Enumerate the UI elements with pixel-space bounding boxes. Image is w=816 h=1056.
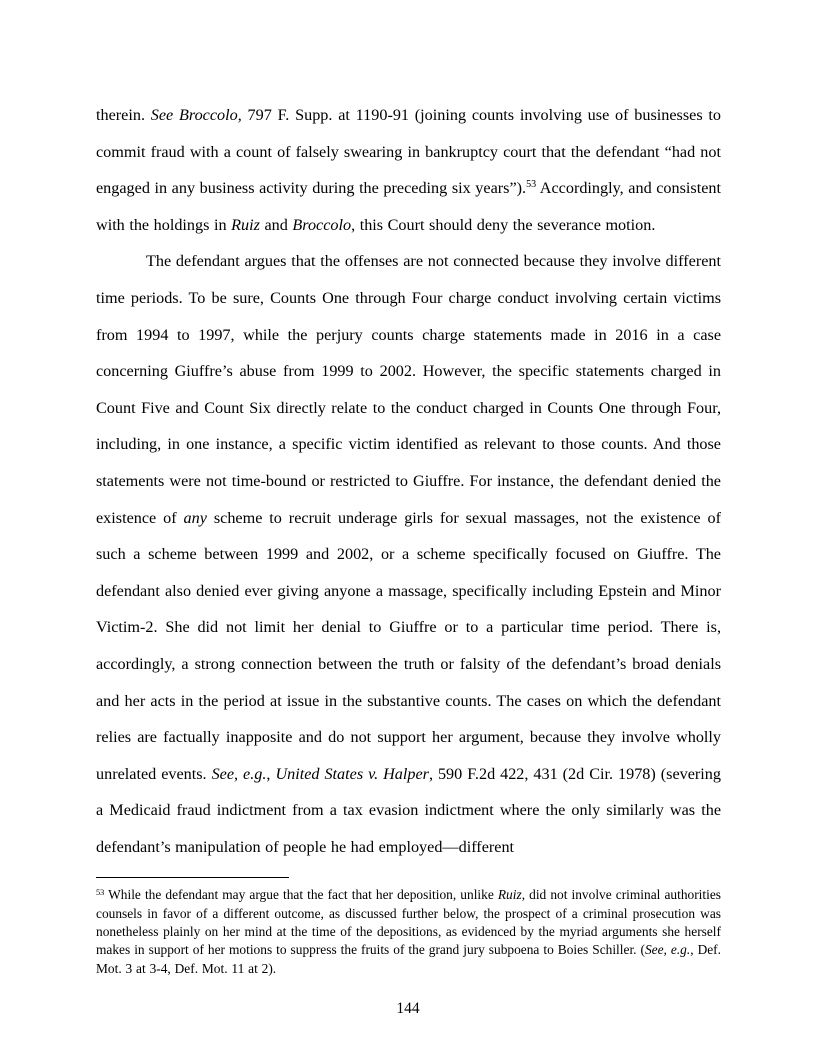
text-run: therein. [96,106,151,124]
text-run: and [259,215,293,234]
text-run: Ruiz [231,215,260,234]
text-run: , this Court should deny the severance motion. [351,215,656,234]
text-run: See Broccolo [150,106,238,124]
text-run: Accordingly, and consistent with the holdings in [96,179,721,234]
text-run: See, e.g. [644,942,691,958]
text-run: Broccolo [292,215,352,234]
body-paragraph [96,97,721,243]
text-run: The defendant argues that the offenses are not connected because they involve different time periods. To be sure, Counts One through Four charge conduct involving certain victims from 1994 to 1997, while the perjury counts charge statements made in 2016 in a case concerning Giuffre’s abuse from 1999 to 2002. However, the specific statements charged in Count Five and Count Six directly relate to the conduct charged in Counts One through Four, including, in one instance, a specific victim identified as relevant to those counts. And those statements were not time-bound or restricted to Giuffre. For instance, the defendant denied the existence of [96,252,721,527]
text-run: United States v. Halper [275,764,429,783]
text-run: any [183,508,207,527]
text-run: , Def. Mot. 3 at 3-4, Def. Mot. 11 at 2). [96,942,721,976]
text-run: See, e.g. [211,764,267,783]
footnote-text [96,886,721,977]
footnote-section [96,877,721,977]
text-run: , 590 F.2d 422, 431 (2d Cir. 1978) (severing a Medicaid fraud indictment from a tax evasion indictment where the only similarly was the defendant’s manipulation of people he had employed—different [96,764,721,856]
text-run: scheme to recruit underage girls for sexual massages, not the existence of such a scheme between 1999 and 2002, or a scheme specifically focused on Giuffre. The defendant also denied ever giving anyone a massage, specifically including Epstein and Minor Victim-2. She did not limit her denial to Giuffre or to a particular time period. There is, accordingly, a strong connection between the truth or falsity of the defendant’s broad denials and her acts in the period at issue in the substantive counts. The cases on which the defendant relies are factually inapposite and do not support her argument, because they involve wholly unrelated events. [96,508,721,783]
text-run: , [266,764,276,783]
text-run: , 797 F. Supp. at 1190-91 (joining counts involving use of businesses to commit fraud with a count of falsely swearing in bankruptcy court that the defendant “had not engaged in any business activity during the preceding six years”). [96,106,721,198]
text-run: , did not involve criminal authorities counsels in favor of a different outcome, as discussed further below, the prospect of a criminal prosecution was nonetheless plainly on her mind at the time of the depositions, as evidenced by the myriad arguments she herself makes in support of her motions to suppress the fruits of the grand jury subpoena to Boies Schiller. ( [96,887,721,958]
body-paragraph [96,243,721,865]
text-run: While the defendant may argue that the fact that her deposition, unlike [104,887,498,903]
footnote-reference: 53 [96,888,105,898]
footnote-separator-rule [96,877,289,878]
page-number: 144 [396,1000,420,1017]
text-run: Ruiz [497,887,522,903]
document-body [96,97,721,865]
footnote-reference: 53 [526,179,537,191]
